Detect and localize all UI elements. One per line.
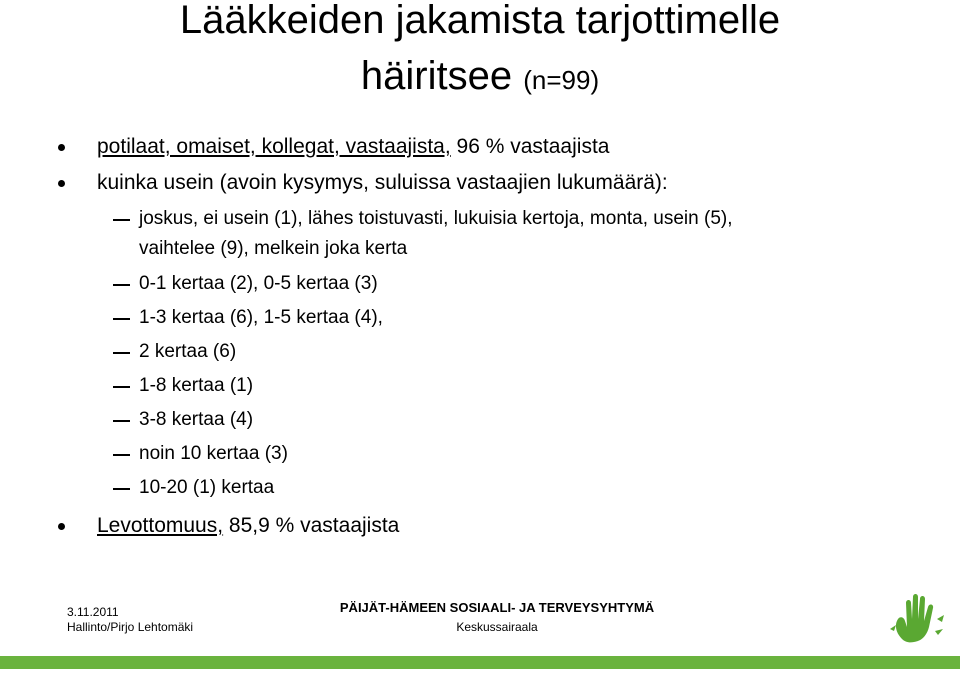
sub-item-2: 0-1 kertaa (2), 0-5 kertaa (3) xyxy=(139,273,378,294)
sub-item-6: 3-8 kertaa (4) xyxy=(139,409,254,430)
footer-unit: Keskussairaala xyxy=(456,620,538,634)
dash-icon xyxy=(113,386,130,388)
bullet-3-rest: 85,9 % vastaajista xyxy=(223,514,400,537)
bullet-icon xyxy=(58,523,65,530)
dash-icon xyxy=(113,318,130,320)
dash-icon xyxy=(113,454,130,456)
green-hand-logo-icon xyxy=(888,589,946,645)
dash-icon xyxy=(113,488,130,490)
footer-date: 3.11.2011 xyxy=(67,605,119,619)
sub-item-4: 2 kertaa (6) xyxy=(139,341,237,362)
slide-title-word: häiritsee xyxy=(360,54,513,98)
bullet-item-2: kuinka usein (avoin kysymys, suluissa vastaajien lukumäärä): xyxy=(97,171,668,194)
bullet-item-1 xyxy=(97,134,609,160)
bullet-item-3 xyxy=(97,513,399,539)
bullet-1-rest: 96 % vastaajista xyxy=(450,135,610,158)
dash-icon xyxy=(113,219,130,221)
dash-icon xyxy=(113,352,130,354)
sub-item-3: 1-3 kertaa (6), 1-5 kertaa (4), xyxy=(139,307,383,328)
bullet-3-underlined: Levottomuus, xyxy=(97,514,224,537)
sub-item-1-continued: vaihtelee (9), melkein joka kerta xyxy=(139,238,408,259)
bullet-icon xyxy=(58,144,65,151)
footer-green-bar xyxy=(0,656,960,669)
footer-author: Hallinto/Pirjo Lehtomäki xyxy=(67,620,194,634)
bullet-icon xyxy=(58,180,65,187)
dash-icon xyxy=(113,420,130,422)
sub-item-7: noin 10 kertaa (3) xyxy=(139,443,288,464)
sub-item-8: 10-20 (1) kertaa xyxy=(139,477,275,498)
slide-title-line1: Lääkkeiden jakamista tarjottimelle xyxy=(179,0,781,42)
footer-organization: PÄIJÄT-HÄMEEN SOSIAALI- JA TERVEYSYHTYMÄ xyxy=(339,600,655,615)
sub-item-1: joskus, ei usein (1), lähes toistuvasti, lukuisia kertoja, monta, usein (5), xyxy=(139,208,733,229)
slide-title-n: (n=99) xyxy=(523,65,600,95)
sub-item-5: 1-8 kertaa (1) xyxy=(139,375,254,396)
bullet-1-underlined: potilaat, omaiset, kollegat, vastaajista, xyxy=(97,135,451,158)
dash-icon xyxy=(113,284,130,286)
